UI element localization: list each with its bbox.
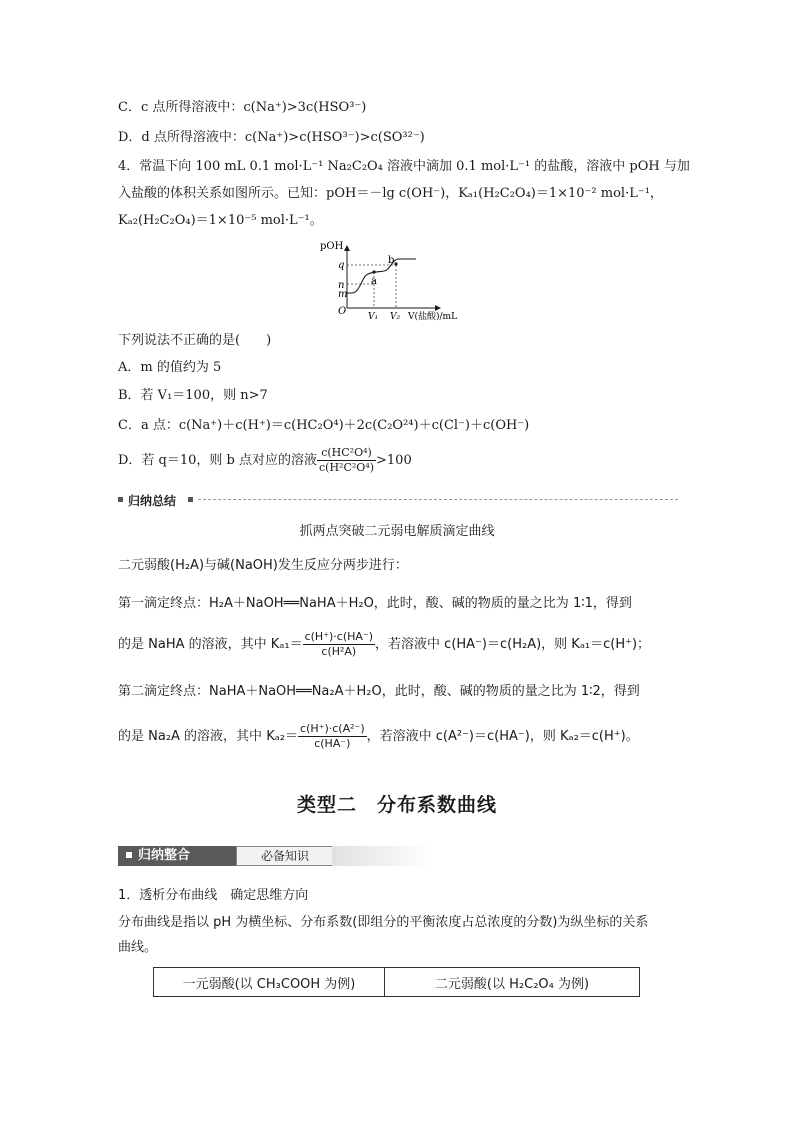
table-header-cell: 一元弱酸(以 CH₃COOH 为例)	[154, 968, 385, 997]
prev-option-d	[118, 128, 425, 148]
table-row	[154, 968, 640, 997]
y-tick-n: n	[338, 280, 345, 291]
table-header-cell: 二元弱酸(以 H₂C₂O₄ 为例)	[385, 968, 640, 997]
option-text: D．若 q＝10，则 b 点对应的溶液	[118, 453, 318, 468]
summary-title: 抓两点突破二元弱电解质滴定曲线	[299, 524, 495, 539]
point-a-marker	[372, 270, 375, 273]
step2-line2	[118, 722, 639, 751]
step-text: 的是 NaHA 的溶液，其中 Kₐ₁＝	[118, 637, 303, 652]
comparison-table	[153, 967, 640, 997]
step-text: 的是 Na₂A 的溶液，其中 Kₐ₂＝	[118, 729, 299, 744]
banner-light: 必备知识	[236, 846, 334, 866]
point-a-label: a	[371, 276, 377, 287]
point-b-label: b	[388, 255, 395, 266]
step1-line2	[118, 630, 650, 659]
banner-fade	[332, 846, 432, 866]
dashed-divider	[198, 499, 678, 500]
option-expression: c(Na⁺)>3c(HSO³⁻)	[243, 100, 367, 115]
step1-line1: 第一滴定终点：H₂A＋NaOH══NaHA＋H₂O，此时，酸、碱的物质的量之比为 1∶1，得到	[118, 596, 632, 611]
fraction	[317, 446, 376, 475]
q4-stem-line3: Kₐ₂(H₂C₂O₄)＝1×10⁻⁵ mol·L⁻¹。	[118, 213, 323, 228]
summary-header	[118, 492, 678, 508]
point1-line2: 曲线。	[118, 940, 158, 955]
x-tick-v2: V₂	[390, 312, 401, 322]
q4-option-d	[118, 446, 412, 475]
point1-line1: 分布曲线是指以 pH 为横坐标、分布系数(即组分的平衡浓度占总浓度的分数)为纵坐标的关系	[118, 915, 649, 930]
step-text: ，若溶液中 c(A²⁻)＝c(HA⁻)，则 Kₐ₂＝c(H⁺)。	[366, 729, 639, 744]
numerator: c(H⁺)·c(A²⁻)	[300, 722, 365, 735]
summary-intro: 二元弱酸(H₂A)与碱(NaOH)发生反应分两步进行：	[118, 558, 408, 573]
numerator: c(H⁺)·c(HA⁻)	[304, 630, 374, 643]
option-expression: c(Na⁺)>c(HSO³⁻)>c(SO³²⁻)	[244, 130, 425, 145]
point-b-marker	[394, 262, 397, 265]
option-text: >100	[376, 453, 412, 468]
point1-title: 1．透析分布曲线 确定思维方向	[118, 888, 309, 903]
y-axis-label: pOH	[320, 241, 344, 252]
step2-line1: 第二滴定终点：NaHA＋NaOH══Na₂A＋H₂O，此时，酸、碱的物质的量之比为 1∶2，得到	[118, 684, 640, 699]
summary-label: 归纳总结	[128, 494, 177, 508]
fraction	[298, 722, 367, 751]
square-icon	[126, 852, 132, 858]
q4-stem-line2: 入盐酸的体积关系如图所示。已知：pOH＝－lg c(OH⁻)，Kₐ₁(H₂C₂O₄)＝1×10⁻² mol·L⁻¹，	[118, 186, 663, 201]
section-banner	[118, 846, 432, 866]
step-text: ，若溶液中 c(HA⁻)＝c(H₂A)，则 Kₐ₁＝c(H⁺)；	[375, 637, 651, 652]
banner-dark-label: 归纳整合	[138, 848, 191, 863]
q4-prompt: 下列说法不正确的是( )	[118, 333, 272, 348]
option-label: D．d 点所得溶液中：	[118, 130, 245, 145]
banner-dark	[118, 846, 236, 866]
denominator: c(H²C²O⁴)	[319, 461, 375, 474]
titration-chart	[318, 236, 488, 322]
y-tick-m: m	[338, 289, 348, 300]
y-tick-q: q	[338, 260, 345, 271]
option-label: C．c 点所得溶液中：	[118, 100, 244, 115]
numerator: c(HC²O⁴)	[317, 446, 376, 461]
denominator: c(HA⁻)	[314, 737, 351, 750]
q4-option-c: C．a 点：c(Na⁺)＋c(H⁺)＝c(HC₂O⁴)＋2c(C₂O²⁴)＋c(Cl⁻)＋c(OH⁻)	[118, 418, 530, 433]
section-title: 类型二 分布系数曲线	[296, 794, 497, 816]
q4-stem-line1: 4．常温下向 100 mL 0.1 mol·L⁻¹ Na₂C₂O₄ 溶液中滴加 0.1 mol·L⁻¹ 的盐酸，溶液中 pOH 与加	[118, 159, 690, 174]
prev-option-c	[118, 98, 366, 118]
q4-option-b: B．若 V₁＝100，则 n>7	[118, 388, 268, 403]
x-axis-label: V(盐酸)/mL	[408, 312, 458, 322]
q4-option-a: A．m 的值约为 5	[118, 360, 222, 375]
x-tick-v1: V₁	[368, 312, 379, 322]
square-icon	[188, 497, 193, 502]
square-icon	[118, 497, 123, 502]
pOH-curve	[347, 259, 416, 293]
denominator: c(H²A)	[321, 645, 357, 658]
origin-label: O	[338, 306, 347, 317]
fraction	[303, 630, 375, 659]
